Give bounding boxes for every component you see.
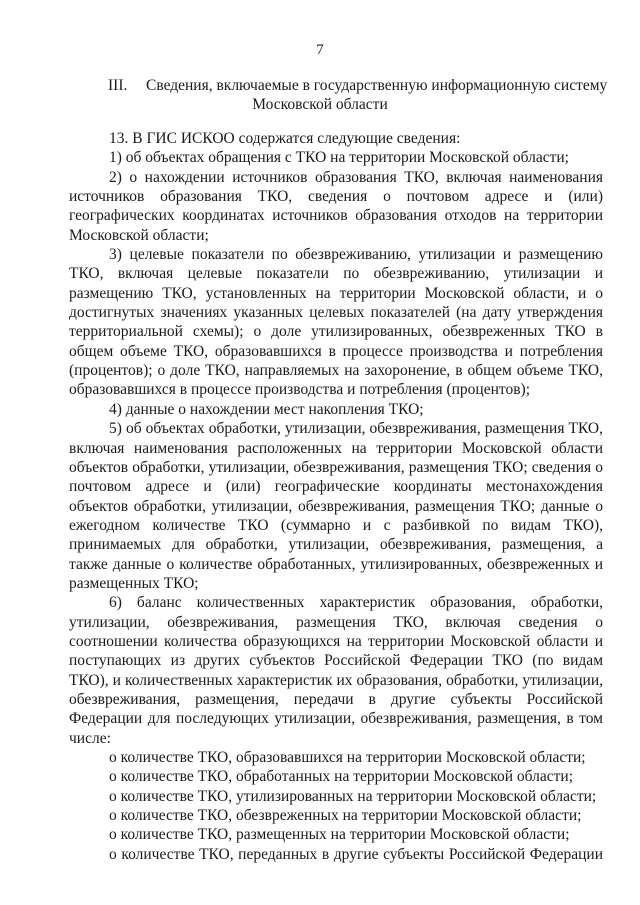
body-text — [69, 129, 603, 864]
paragraph-item-6: 6) баланс количественных характеристик образования, обработки, утилизации, обезвреживания, размещения ТКО, включая сведения о соотношении количества образующихся на территории Московской области и поступающих из других субъектов Российской Федерации ТКО (по видам ТКО), и количественных характеристик их образования, обработки, утилизации, обезвреживания, размещения, передачи в другие субъекты Российской Федерации для последующих утилизации, обезвреживания, размещения, в том числе: — [69, 594, 603, 747]
section-heading-line-2: Московской области — [252, 96, 388, 113]
paragraph-item-5: 5) об объектах обработки, утилизации, обезвреживания, размещения ТКО, включая наименования расположенных на территории Московской области объектов обработки, утилизации, обезвреживания, размещения ТКО; сведения о почтовом адресе и (или) географические координаты местонахождения объектов обработки, утилизации, обезвреживания, размещения ТКО; данные о ежегодном количестве ТКО (суммарно и с разбивкой по видам ТКО), принимаемых для обработки, утилизации, обезвреживания, размещения, а также данные о количестве обработанных, утилизированных, обезвреженных и размещенных ТКО; — [69, 420, 603, 592]
subitem-placed: о количестве ТКО, размещенных на территории Московской области; — [109, 826, 570, 844]
paragraph-item-4: 4) данные о нахождении мест накопления ТКО; — [109, 400, 424, 418]
subitem-processed: о количестве ТКО, обработанных на территории Московской области; — [109, 768, 574, 786]
paragraph-item-3: 3) целевые показатели по обезвреживанию, утилизации и размещению ТКО, включая целевые показатели по обезвреживанию, утилизации и размещению ТКО, установленных на территории Московской области, и о достигнутых значениях указанных целевых показателей (на дату утверждения территориальной схемы); о доле утилизированных, обезвреженных ТКО в общем объеме ТКО, образовавшихся в процессе производства и потребления (процентов); о доле ТКО, направляемых на захоронение, в общем объеме ТКО, образовавшихся в процессе производства и потребления (процентов); — [69, 246, 603, 399]
section-heading-line-1 — [108, 76, 640, 95]
paragraph-item-1: 1) об объектах обращения с ТКО на территории Московской области; — [109, 149, 569, 167]
paragraph-item-2: 2) о нахождении источников образования ТКО, включая наименования источников образования ТКО, сведения о почтовом адресе и (или) географических координатах источников образования отходов на территории Московской области; — [69, 168, 603, 244]
subitem-utilized: о количестве ТКО, утилизированных на территории Московской области; — [109, 787, 597, 805]
subitem-transferred: о количестве ТКО, переданных в другие субъекты Российской Федерации — [109, 845, 603, 863]
paragraph-intro: 13. В ГИС ИСКОО содержатся следующие сведения: — [109, 130, 461, 147]
section-title-text: Сведения, включаемые в государственную информационную систему — [146, 77, 608, 94]
subitem-neutralized: о количестве ТКО, обезвреженных на территории Московской области; — [109, 807, 582, 825]
subitem-formed: о количестве ТКО, образовавшихся на территории Московской области; — [109, 749, 586, 766]
section-roman-numeral: III. — [108, 77, 128, 94]
page-number: 7 — [316, 42, 324, 58]
section-heading — [0, 76, 640, 114]
